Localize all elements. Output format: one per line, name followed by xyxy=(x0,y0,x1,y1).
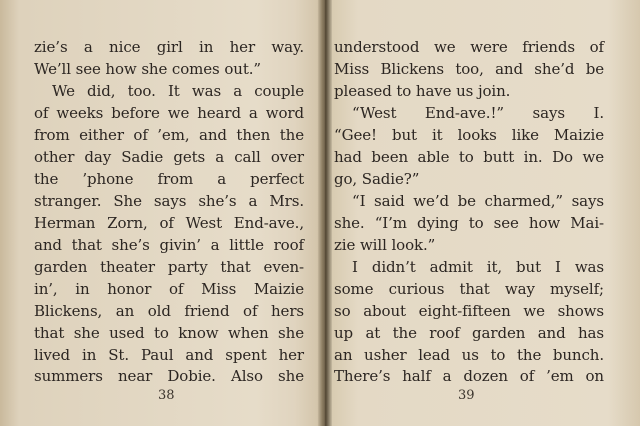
text-line: of weeks before we heard a word xyxy=(34,104,304,122)
text-line: lived in St. Paul and spent her xyxy=(34,346,304,364)
text-line: an usher lead us to the bunch. xyxy=(334,346,604,364)
text-line: pleased to have us join. xyxy=(334,82,511,100)
text-line: so about eight-fifteen we shows xyxy=(334,302,604,320)
text-line: zie will look.” xyxy=(334,236,436,254)
text-line: understood we were friends of xyxy=(334,38,604,56)
text-line: other day Sadie gets a call over xyxy=(34,148,304,166)
right-page xyxy=(334,0,604,426)
text-line: summers near Dobie. Also she xyxy=(34,367,304,385)
text-line: Herman Zorn, of West End-ave., xyxy=(34,214,304,232)
text-line: “West End-ave.!” says I. xyxy=(352,104,604,122)
text-line: I didn’t admit it, but I was xyxy=(352,258,604,276)
book-gutter xyxy=(318,0,332,426)
text-line: We’ll see how she comes out.” xyxy=(34,60,261,78)
page-number: 39 xyxy=(458,388,475,403)
text-line: “Gee! but it looks like Maizie xyxy=(334,126,604,144)
text-line: that she used to know when she xyxy=(34,324,304,342)
text-line: go, Sadie?” xyxy=(334,170,420,188)
text-line: garden theater party that even- xyxy=(34,258,304,276)
text-line: “I said we’d be charmed,” says xyxy=(352,192,604,210)
text-line: in’, in honor of Miss Maizie xyxy=(34,280,304,298)
text-line: up at the roof garden and has xyxy=(334,324,604,342)
text-line: stranger. She says she’s a Mrs. xyxy=(34,192,304,210)
left-page xyxy=(34,0,304,426)
text-line: some curious that way myself; xyxy=(334,280,604,298)
text-line: and that she’s givin’ a little roof xyxy=(34,236,304,254)
text-line: Blickens, an old friend of hers xyxy=(34,302,304,320)
text-line: Miss Blickens too, and she’d be xyxy=(334,60,604,78)
text-line: We did, too. It was a couple xyxy=(52,82,304,100)
text-line: had been able to butt in. Do we xyxy=(334,148,604,166)
text-line: from either of ’em, and then the xyxy=(34,126,304,144)
text-line: There’s half a dozen of ’em on xyxy=(334,367,604,385)
page-number: 38 xyxy=(158,388,175,403)
text-line: the ’phone from a perfect xyxy=(34,170,304,188)
text-line: she. “I’m dying to see how Mai- xyxy=(334,214,604,232)
text-line: zie’s a nice girl in her way. xyxy=(34,38,304,56)
